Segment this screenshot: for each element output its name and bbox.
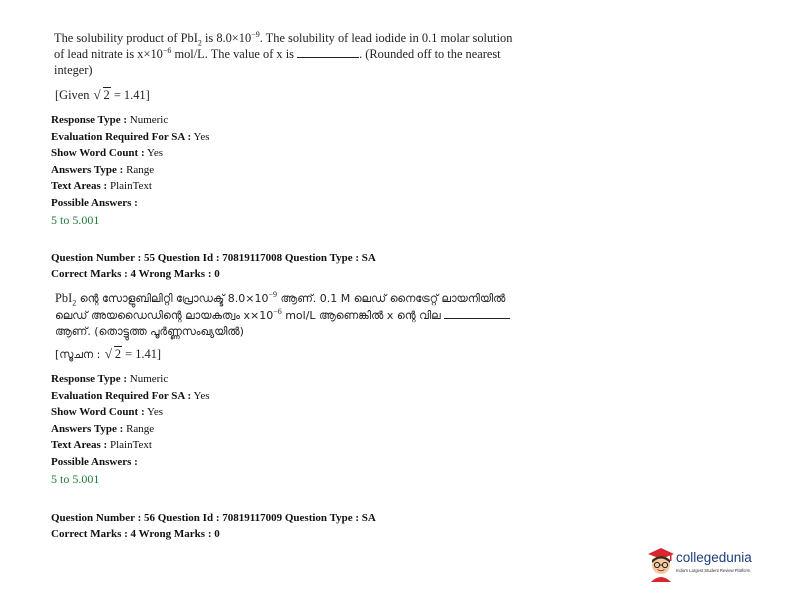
answer-blank bbox=[444, 308, 510, 319]
answer-blank bbox=[297, 47, 359, 58]
meta-text-areas: Text Areas : PlainText bbox=[51, 439, 152, 452]
question-55-given: [സൂചന : √ 2 = 1.41] bbox=[55, 346, 162, 361]
possible-answer-value: 5 to 5.001 bbox=[51, 471, 100, 486]
meta-response-type: Response Type : Numeric bbox=[51, 373, 169, 385]
question-55-line-2: ലെഡ് അയഡൈഡിന്റെ ലായകത്വം $x\times 10^{-6}$ mol/L ആണെങ്കിൽ x ന്റെ വില bbox=[55, 307, 585, 324]
meta-answers-type: Answers Type : Range bbox=[51, 422, 155, 435]
question-54-given: [Given √ 2 = 1.41] bbox=[55, 87, 150, 102]
question-54-line-3: integer) bbox=[54, 63, 93, 77]
question-56-id-line: Question Number : 56 Question Id : 70819117009 Question Type : SA bbox=[51, 512, 376, 524]
meta-possible-answers: Possible Answers : bbox=[51, 455, 138, 468]
question-55-meta bbox=[51, 371, 210, 487]
logo-wordmark: collegedunia bbox=[676, 550, 752, 565]
question-56-marks-line: Correct Marks : 4 Wrong Marks : 0 bbox=[51, 528, 220, 540]
question-56-header bbox=[51, 510, 376, 542]
question-54-text bbox=[54, 30, 584, 78]
square-root-symbol: √ 2 bbox=[93, 87, 110, 102]
possible-answer-value: 5 to 5.001 bbox=[51, 212, 100, 227]
meta-text-areas: Text Areas : PlainText bbox=[51, 180, 152, 193]
question-55-line-1: PbI$_2$ ന്റെ സോളുബിലിറ്റി പ്രോഡക്ട് $8.0\times 10^{-9}$ ആണ്. 0.1 M ലെഡ് നൈട്രേറ്റ് ലായനിയിൽ bbox=[55, 289, 506, 308]
question-55-header bbox=[51, 250, 376, 282]
meta-show-word-count: Show Word Count : Yes bbox=[51, 147, 163, 160]
square-root-symbol: √ 2 bbox=[104, 346, 122, 361]
logo-tagline: India's Largest Student Review Platform bbox=[676, 568, 751, 573]
question-54-line-2: of lead nitrate is $x\times 10^{-6}$ mol/L. The value of x is . (Rounded off to the nearest bbox=[54, 45, 501, 61]
question-55-id-line: Question Number : 55 Question Id : 70819117008 Question Type : SA bbox=[51, 252, 376, 264]
question-55-marks-line: Correct Marks : 4 Wrong Marks : 0 bbox=[51, 268, 220, 280]
question-54-line-1: The solubility product of PbI$_2$ is $8.0\times 10^{-9}$. The solubility of lead iodide in 0.1 molar solution bbox=[54, 29, 513, 48]
question-55-line-3: ആണ്. (തൊട്ടുത്ത പൂർണ്ണസംഖ്യയിൽ) bbox=[55, 325, 244, 338]
meta-answers-type: Answers Type : Range bbox=[51, 163, 155, 176]
question-54-meta bbox=[51, 112, 210, 228]
meta-show-word-count: Show Word Count : Yes bbox=[51, 406, 163, 419]
graduate-avatar-icon bbox=[646, 546, 676, 582]
meta-response-type: Response Type : Numeric bbox=[51, 114, 169, 126]
meta-evaluation-required: Evaluation Required For SA : Yes bbox=[51, 130, 210, 143]
meta-possible-answers: Possible Answers : bbox=[51, 196, 138, 209]
meta-evaluation-required: Evaluation Required For SA : Yes bbox=[51, 389, 210, 402]
question-55-text bbox=[55, 290, 585, 340]
collegedunia-logo[interactable] bbox=[646, 546, 766, 582]
